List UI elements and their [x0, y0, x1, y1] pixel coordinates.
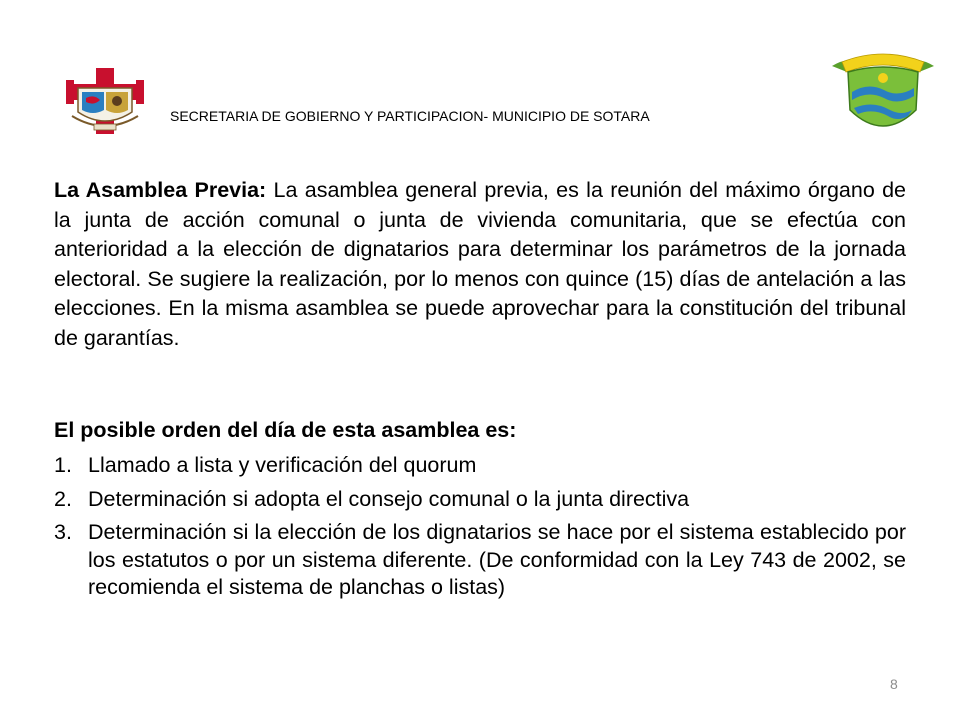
list-item: [54, 486, 906, 514]
intro-lead: La Asamblea Previa:: [54, 178, 267, 202]
page-number: 8: [890, 676, 898, 692]
department-coat-of-arms-icon: [64, 66, 146, 136]
list-item-number: 3.: [54, 520, 72, 544]
list-item-number: 2.: [54, 486, 72, 511]
municipio-de-sotara-shield-icon: [828, 52, 938, 138]
list-item-text: Determinación si adopta el consejo comunal o la junta directiva: [88, 486, 690, 511]
intro-paragraph: [54, 176, 906, 353]
list-item: [54, 519, 906, 602]
slide-header: [0, 0, 960, 150]
list-item: [54, 452, 906, 480]
list-item-text: Determinación si la elección de los dignatarios se hace por el sistema establecido por los estatutos o por un sistema diferente. (De conformidad con la Ley 743 de 2002, se recomienda el sistema de planchas o listas): [88, 520, 906, 599]
list-item-text: Llamado a lista y verificación del quorum: [88, 453, 477, 477]
agenda-list: [54, 452, 906, 608]
list-item-number: 1.: [54, 453, 72, 477]
intro-body: La asamblea general previa, es la reunión del máximo órgano de la junta de acción comunal o junta de vivienda comunitaria, que se efectúa con anterioridad a la elección de dignatarios para determinar los parámetros de la jornada electoral. Se sugiere la realización, por lo menos con quince (15) días de antelación a las elecciones. En la misma asamblea se puede aprovechar para la constitución del tribunal de garantías.: [54, 178, 907, 350]
header-title: SECRETARIA DE GOBIERNO Y PARTICIPACION- MUNICIPIO DE SOTARA: [170, 108, 650, 124]
agenda-title: El posible orden del día de esta asamblea es:: [54, 418, 517, 442]
